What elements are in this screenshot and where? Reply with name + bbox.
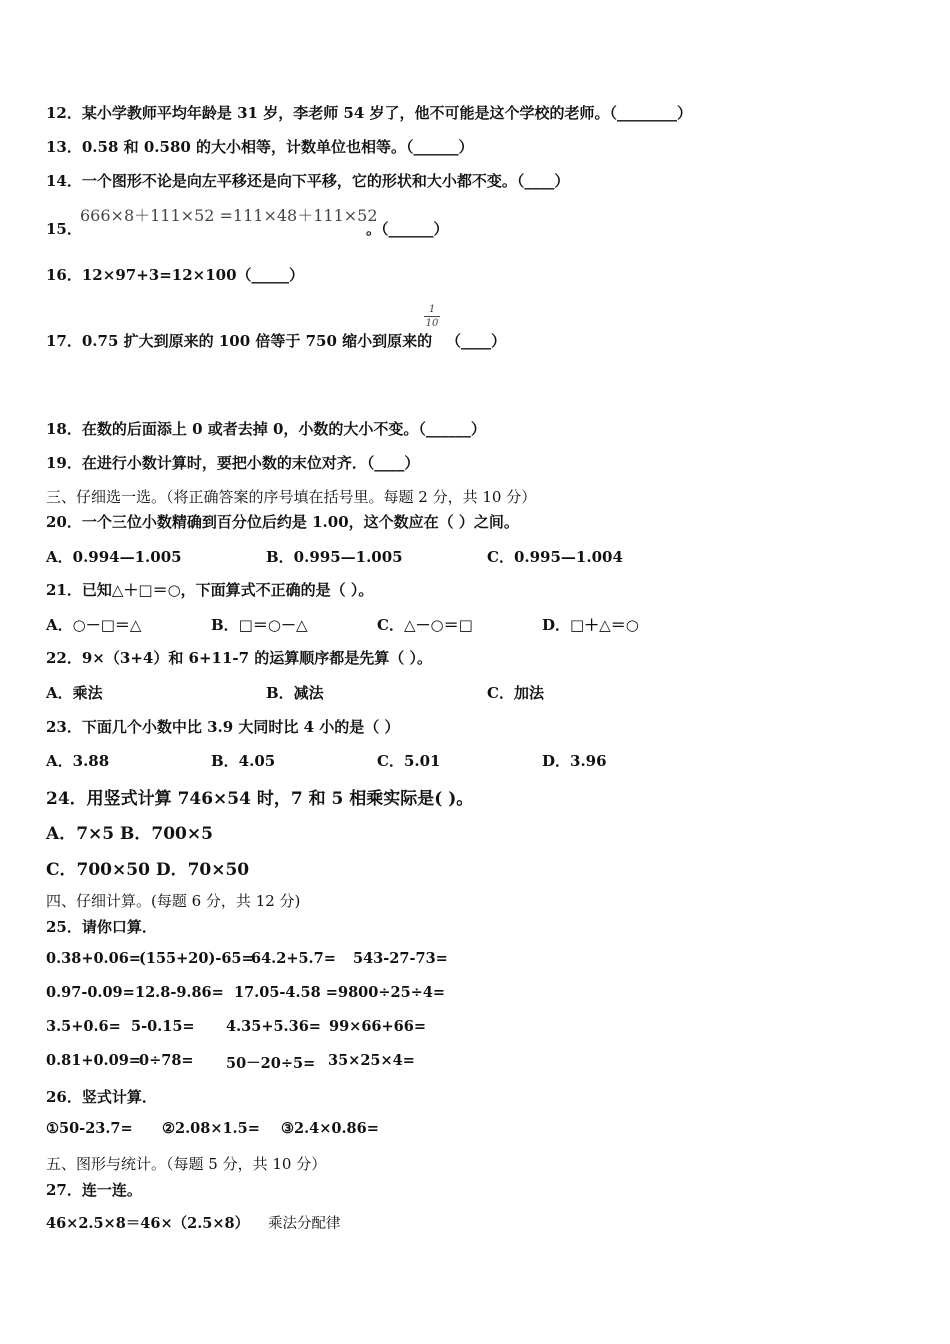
calc-item: 0.81+0.09=	[46, 1052, 141, 1069]
section-4-title: 四、仔细计算。(每题 6 分，共 12 分)	[46, 892, 301, 910]
vertical-calc-item: ①50-23.7=	[46, 1120, 133, 1137]
q21-option-b: B．□＝○－△	[211, 616, 308, 634]
calc-item: 4.35+5.36=	[226, 1018, 321, 1035]
section-3-title: 三、仔细选一选。（将正确答案的序号填在括号里。每题 2 分，共 10 分）	[46, 488, 537, 506]
q20-option-c: C．0.995—1.004	[487, 548, 623, 566]
calc-item: 0÷78=	[139, 1052, 194, 1069]
question-22: 22．9×（3+4）和 6+11-7 的运算顺序都是先算（ ）。	[46, 649, 433, 667]
fraction-denominator: 10	[425, 318, 439, 329]
connect-left-item: 46×2.5×8＝46×（2.5×8）	[46, 1215, 250, 1232]
q22-option-b: B．减法	[266, 684, 324, 702]
question-27: 27．连一连。	[46, 1181, 142, 1199]
question-14: 14．一个图形不论是向左平移还是向下平移，它的形状和大小都不变。（____）	[46, 172, 570, 190]
question-24: 24．用竖式计算 746×54 时，7 和 5 相乘实际是( )。	[46, 789, 474, 809]
question-19: 19．在进行小数计算时，要把小数的末位对齐．（____）	[46, 454, 420, 472]
q23-option-d: D．3.96	[542, 752, 607, 770]
q22-option-a: A．乘法	[46, 684, 103, 702]
calc-item: 0.38+0.06=	[46, 950, 141, 967]
calc-item: 64.2+5.7=	[251, 950, 336, 967]
calc-item: 9800÷25÷4=	[338, 984, 446, 1001]
question-23: 23．下面几个小数中比 3.9 大同时比 4 小的是（ ）	[46, 718, 400, 736]
question-15-tail: 。（______）	[366, 220, 449, 238]
vertical-calc-item: ③2.4×0.86=	[281, 1120, 379, 1137]
q21-option-c: C．△－○＝□	[377, 616, 473, 634]
q24-options-row-2: C．700×50 D．70×50	[46, 860, 250, 880]
calc-item: 12.8-9.86=	[135, 984, 224, 1001]
fraction-numerator: 1	[428, 304, 436, 315]
calc-item: 0.97-0.09=	[46, 984, 135, 1001]
calc-item: 99×66+66=	[329, 1018, 426, 1035]
calc-item: 17.05-4.58 =	[234, 984, 338, 1001]
question-12: 12．某小学教师平均年龄是 31 岁，李老师 54 岁了，他不可能是这个学校的老师。（________）	[46, 104, 693, 122]
question-26: 26．竖式计算．	[46, 1088, 157, 1106]
question-17-tail: （____）	[446, 332, 507, 350]
calc-item: 3.5+0.6=	[46, 1018, 121, 1035]
section-5-title: 五、图形与统计。（每题 5 分，共 10 分）	[46, 1155, 327, 1173]
calc-item: 5-0.15=	[131, 1018, 195, 1035]
q23-option-a: A．3.88	[46, 752, 110, 770]
question-15-formula: 666×8＋111×52 =111×48＋111×52	[80, 206, 378, 225]
q20-option-a: A．0.994—1.005	[46, 548, 182, 566]
q24-options-row-1: A．7×5 B．700×5	[46, 824, 213, 844]
q21-option-a: A．○－□＝△	[46, 616, 142, 634]
question-18: 18．在数的后面添上 0 或者去掉 0，小数的大小不变。（______）	[46, 420, 486, 438]
fraction-one-tenth	[424, 304, 440, 329]
q23-option-b: B．4.05	[211, 752, 276, 770]
connect-right-item: 乘法分配律	[268, 1216, 341, 1232]
q23-option-c: C．5.01	[377, 752, 441, 770]
calc-item: 35×25×4=	[328, 1052, 415, 1069]
calc-item: (155+20)-65=	[139, 950, 254, 967]
vertical-calc-item: ②2.08×1.5=	[162, 1120, 260, 1137]
q20-option-b: B．0.995—1.005	[266, 548, 403, 566]
question-21: 21．已知△＋□＝○，下面算式不正确的是（ ）。	[46, 581, 374, 599]
q22-option-c: C．加法	[487, 684, 544, 702]
question-13: 13．0.58 和 0.580 的大小相等，计数单位也相等。（______）	[46, 138, 474, 156]
question-25: 25．请你口算．	[46, 918, 157, 936]
question-17: 17．0.75 扩大到原来的 100 倍等于 750 缩小到原来的	[46, 332, 433, 350]
calc-item: 543-27-73=	[353, 950, 448, 967]
question-15-number: 15．	[46, 220, 82, 238]
q21-option-d: D．□＋△＝○	[542, 616, 639, 634]
calc-item: 50－20÷5=	[226, 1055, 316, 1072]
question-16: 16．12×97+3=12×100（_____）	[46, 266, 305, 284]
question-20: 20．一个三位小数精确到百分位后约是 1.00，这个数应在（ ）之间。	[46, 513, 519, 531]
